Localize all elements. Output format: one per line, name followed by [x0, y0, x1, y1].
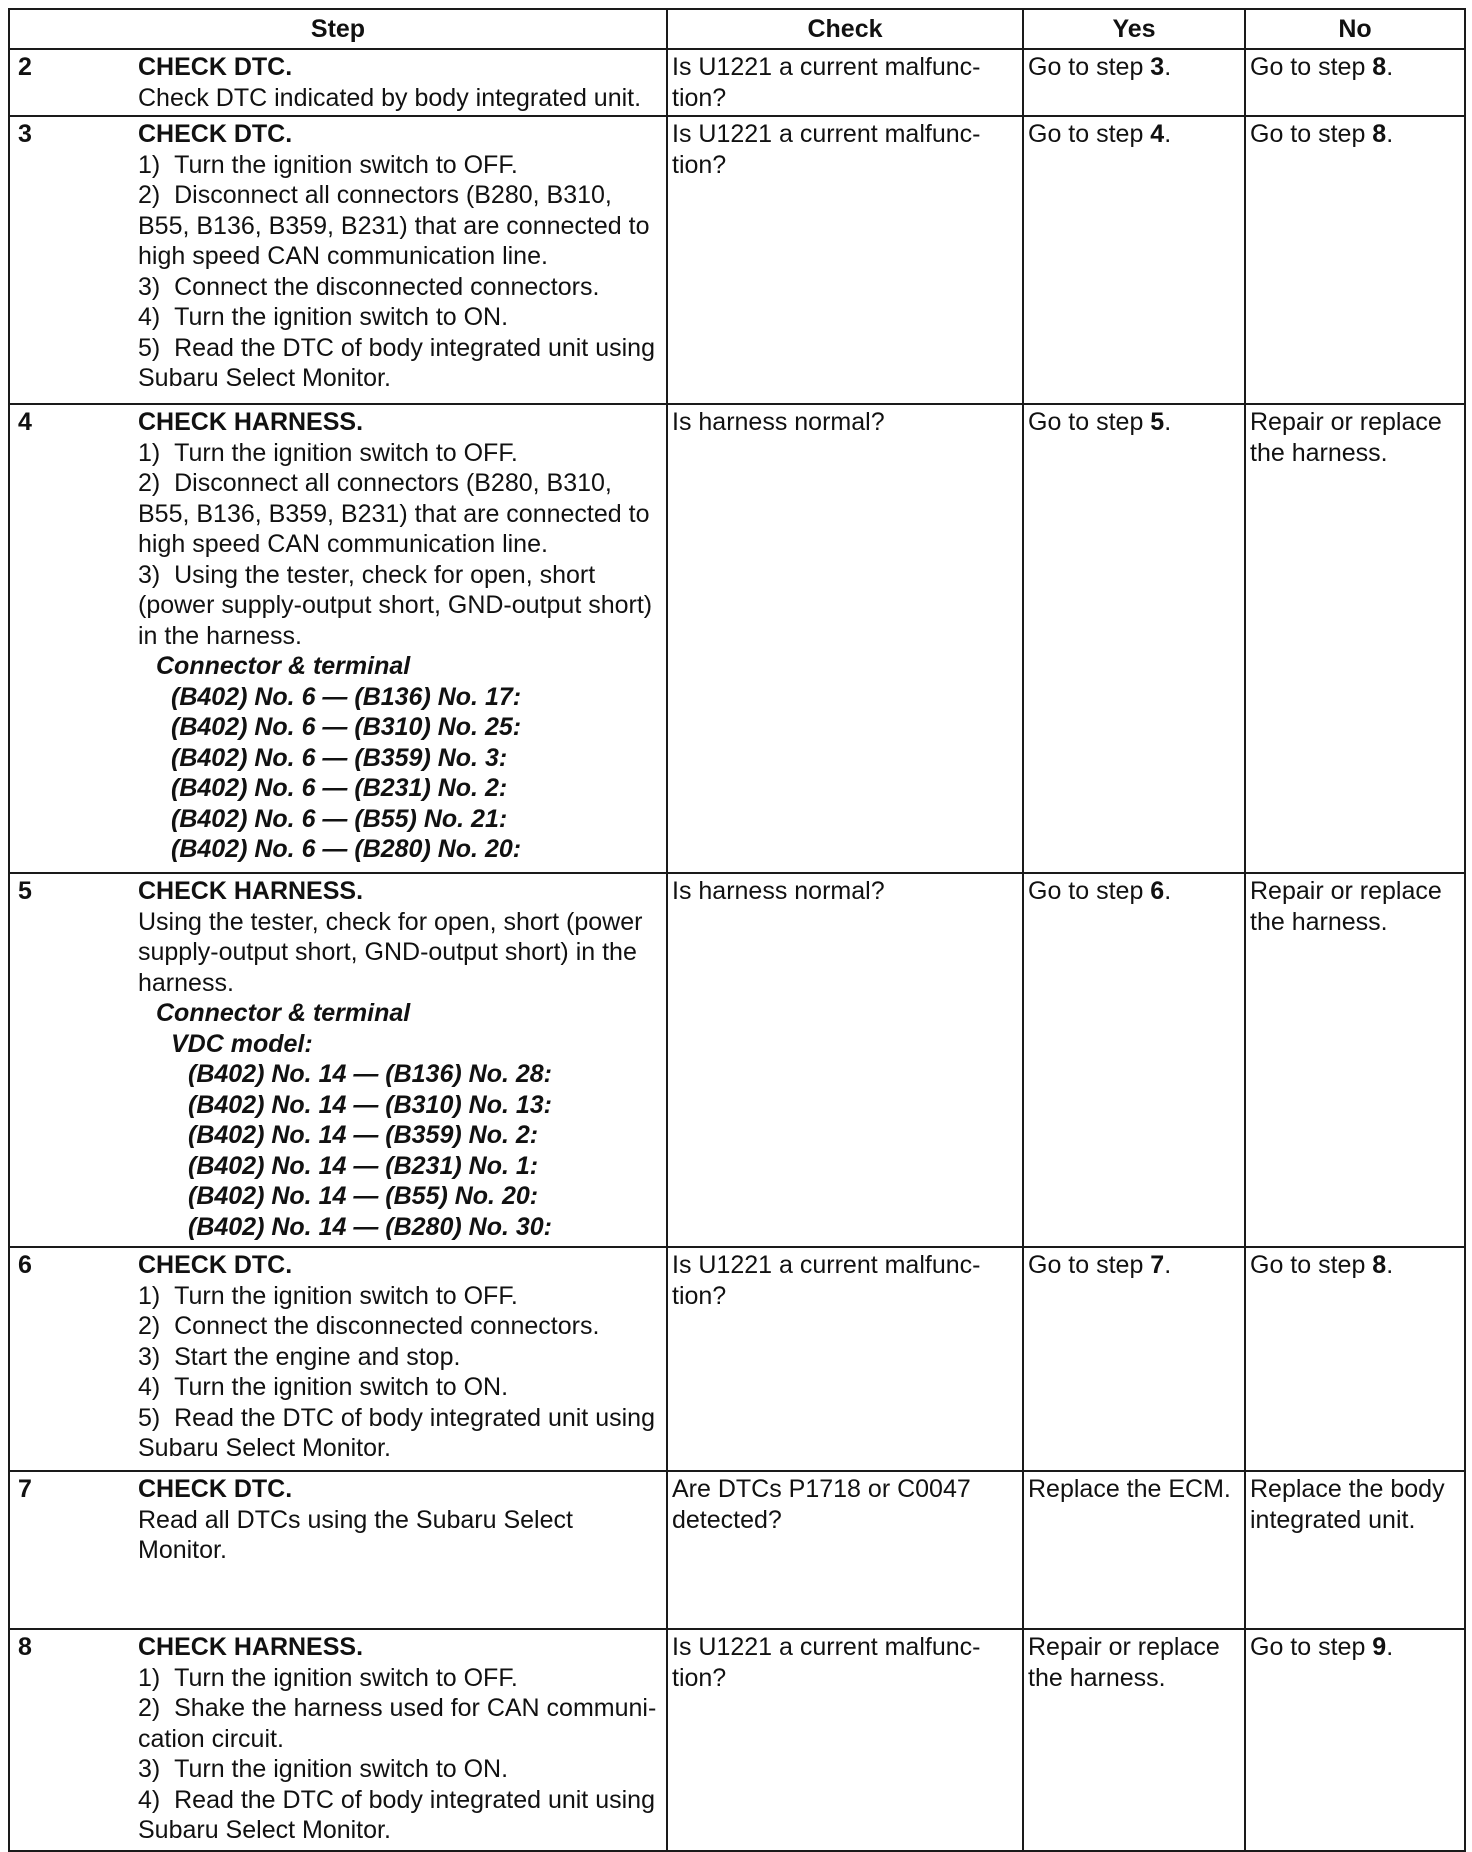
procedure-line: in the harness.: [138, 621, 302, 650]
step-title: CHECK DTC.: [138, 120, 293, 148]
go-to-step-link[interactable]: [1028, 876, 1240, 907]
procedure-line: Subaru Select Monitor.: [138, 364, 391, 392]
ref-suffix: .: [1164, 53, 1172, 81]
step-row: [9, 1629, 1465, 1851]
step-title: CHECK DTC.: [138, 1251, 293, 1279]
yes-cell: [1023, 404, 1245, 873]
step-content: [138, 1474, 662, 1566]
procedure-line: 4) Turn the ignition switch to ON.: [138, 1373, 509, 1401]
go-to-step-link[interactable]: [1250, 119, 1460, 150]
procedure-line: high speed CAN communication line.: [138, 242, 548, 270]
procedure-line: harness.: [138, 968, 234, 997]
step-number-column: [14, 52, 138, 113]
answer-line: Repair or replace: [1028, 1633, 1220, 1661]
diagnostic-table: [8, 8, 1466, 1852]
ref-suffix: .: [1386, 1633, 1394, 1661]
go-to-text: Go to step: [1028, 408, 1151, 436]
yes-cell: [1023, 1471, 1245, 1629]
go-to-step-link[interactable]: [1250, 1632, 1460, 1663]
step-number-column: [14, 1250, 138, 1464]
no-cell: [1245, 49, 1465, 116]
no-cell: [1245, 873, 1465, 1247]
no-cell: [1245, 1247, 1465, 1471]
step-row: [9, 1471, 1465, 1629]
procedure-line: B55, B136, B359, B231) that are connected to: [138, 499, 650, 528]
check-question-line: tion?: [672, 1663, 727, 1692]
check-cell: [667, 1247, 1023, 1471]
step-content: [138, 119, 662, 394]
step-row: [9, 404, 1465, 873]
terminal-spec: (B402) No. 14 — (B55) No. 20:: [188, 1182, 539, 1210]
step-cell: [9, 1247, 667, 1471]
step-content: [138, 52, 662, 113]
go-to-text: Go to step: [1250, 1633, 1373, 1661]
procedure-line: 3) Using the tester, check for open, short: [138, 560, 596, 589]
check-question-line: tion?: [672, 150, 727, 179]
answer-line: Repair or replace: [1250, 877, 1442, 905]
step-cell-inner: [14, 876, 662, 1242]
terminal-spec: (B402) No. 14 — (B136) No. 28:: [188, 1060, 552, 1088]
terminal-spec: (B402) No. 6 — (B55) No. 21:: [171, 804, 508, 833]
step-ref: 5: [1150, 408, 1165, 436]
check-question-line: Is U1221 a current malfunc-: [672, 120, 981, 148]
check-cell: [667, 49, 1023, 116]
step-title: CHECK HARNESS.: [138, 408, 364, 436]
terminal-spec: (B402) No. 6 — (B359) No. 3:: [171, 743, 508, 772]
step-number: 2: [18, 53, 32, 81]
yes-cell: [1023, 49, 1245, 116]
terminal-spec: (B402) No. 6 — (B280) No. 20:: [171, 835, 522, 863]
step-number-column: [14, 407, 138, 865]
go-to-step-link[interactable]: [1250, 52, 1460, 83]
step-content: [138, 876, 662, 1242]
header-step: Step: [9, 9, 667, 49]
check-question-line: Is U1221 a current malfunc-: [672, 53, 981, 81]
step-number: 7: [18, 1475, 32, 1503]
no-cell: [1245, 116, 1465, 404]
connector-terminal-heading: Connector & terminal: [156, 652, 411, 680]
step-number: 8: [18, 1633, 32, 1661]
step-ref: 4: [1150, 120, 1165, 148]
step-number: 4: [18, 408, 32, 436]
terminal-spec: (B402) No. 14 — (B359) No. 2:: [188, 1121, 539, 1149]
go-to-step-link[interactable]: [1028, 52, 1240, 83]
terminal-spec: (B402) No. 14 — (B310) No. 13:: [188, 1090, 552, 1119]
go-to-step-link[interactable]: [1028, 119, 1240, 150]
go-to-step-link[interactable]: [1028, 1250, 1240, 1281]
procedure-line: 4) Read the DTC of body integrated unit using: [138, 1785, 655, 1814]
step-number-column: [14, 119, 138, 394]
step-ref: 6: [1150, 877, 1165, 905]
table-header-row: [9, 9, 1465, 49]
step-row: [9, 873, 1465, 1247]
step-title: CHECK HARNESS.: [138, 1633, 364, 1661]
answer-line: the harness.: [1250, 907, 1388, 936]
yes-cell: [1023, 1247, 1245, 1471]
check-question-line: tion?: [672, 83, 727, 112]
ref-suffix: .: [1164, 120, 1172, 148]
step-cell: [9, 404, 667, 873]
yes-cell: [1023, 873, 1245, 1247]
header-check: Check: [667, 9, 1023, 49]
go-to-text: Go to step: [1028, 1251, 1151, 1279]
check-question-line: Is harness normal?: [672, 877, 885, 905]
step-ref: 9: [1372, 1633, 1387, 1661]
check-question-line: tion?: [672, 1281, 727, 1310]
go-to-text: Go to step: [1028, 877, 1151, 905]
check-question-line: Is harness normal?: [672, 408, 885, 436]
step-number: 5: [18, 877, 32, 905]
step-cell-inner: [14, 1250, 662, 1464]
procedure-line: (power supply-output short, GND-output short): [138, 591, 653, 619]
step-ref: 8: [1372, 1251, 1387, 1279]
step-number-column: [14, 1632, 138, 1846]
check-question-line: Are DTCs P1718 or C0047: [672, 1475, 971, 1503]
step-ref: 7: [1150, 1251, 1165, 1279]
procedure-line: B55, B136, B359, B231) that are connected to: [138, 211, 650, 240]
step-cell: [9, 1629, 667, 1851]
procedure-line: Read all DTCs using the Subaru Select Monitor.: [138, 1505, 573, 1564]
procedure-line: 2) Disconnect all connectors (B280, B310,: [138, 469, 612, 497]
diagnostic-procedure-page: [8, 8, 1464, 1844]
no-cell: [1245, 1471, 1465, 1629]
procedure-line: 1) Turn the ignition switch to OFF.: [138, 1663, 518, 1692]
check-question-line: Is U1221 a current malfunc-: [672, 1633, 981, 1661]
step-cell-inner: [14, 52, 662, 113]
procedure-line: Subaru Select Monitor.: [138, 1434, 391, 1462]
step-row: [9, 49, 1465, 116]
procedure-line: 2) Shake the harness used for CAN communi-: [138, 1694, 657, 1722]
procedure-line: cation circuit.: [138, 1724, 284, 1753]
terminal-spec: (B402) No. 6 — (B310) No. 25:: [171, 713, 522, 741]
step-title: CHECK HARNESS.: [138, 877, 364, 905]
terminal-spec: (B402) No. 14 — (B280) No. 30:: [188, 1212, 552, 1241]
no-cell: [1245, 404, 1465, 873]
procedure-line: 1) Turn the ignition switch to OFF.: [138, 1281, 518, 1310]
ref-suffix: .: [1164, 408, 1172, 436]
check-question-line: Is U1221 a current malfunc-: [672, 1251, 981, 1279]
procedure-line: 3) Start the engine and stop.: [138, 1342, 461, 1371]
procedure-line: 3) Turn the ignition switch to ON.: [138, 1755, 509, 1783]
ref-suffix: .: [1164, 877, 1172, 905]
procedure-line: 1) Turn the ignition switch to OFF.: [138, 150, 518, 179]
step-cell: [9, 873, 667, 1247]
procedure-line: 3) Connect the disconnected connectors.: [138, 272, 600, 301]
step-content: [138, 407, 662, 865]
go-to-text: Go to step: [1250, 120, 1373, 148]
step-ref: 8: [1372, 53, 1387, 81]
procedure-line: 4) Turn the ignition switch to ON.: [138, 303, 509, 331]
terminal-spec: (B402) No. 6 — (B136) No. 17:: [171, 682, 522, 711]
procedure-line: 1) Turn the ignition switch to OFF.: [138, 438, 518, 467]
go-to-text: Go to step: [1028, 120, 1151, 148]
connector-terminal-heading: Connector & terminal: [156, 999, 411, 1027]
terminal-spec: (B402) No. 6 — (B231) No. 2:: [171, 774, 508, 802]
step-number: 3: [18, 120, 32, 148]
no-cell: [1245, 1629, 1465, 1851]
model-heading: VDC model:: [171, 1029, 313, 1058]
procedure-line: supply-output short, GND-output short) in the: [138, 938, 637, 966]
ref-suffix: .: [1386, 120, 1394, 148]
check-cell: [667, 873, 1023, 1247]
answer-line: Repair or replace: [1250, 408, 1442, 436]
go-to-text: Go to step: [1250, 1251, 1373, 1279]
ref-suffix: .: [1386, 1251, 1394, 1279]
procedure-line: Using the tester, check for open, short (power: [138, 907, 643, 936]
step-ref: 8: [1372, 120, 1387, 148]
procedure-line: high speed CAN communication line.: [138, 530, 548, 558]
step-ref: 3: [1150, 53, 1165, 81]
go-to-step-link[interactable]: [1250, 1250, 1460, 1281]
step-number: 6: [18, 1251, 32, 1279]
step-cell-inner: [14, 119, 662, 394]
step-row: [9, 1247, 1465, 1471]
step-cell-inner: [14, 1632, 662, 1846]
procedure-line: Subaru Select Monitor.: [138, 1816, 391, 1844]
go-to-text: Go to step: [1028, 53, 1151, 81]
answer-line: Replace the ECM.: [1028, 1475, 1231, 1503]
answer-line: the harness.: [1028, 1663, 1166, 1692]
step-number-column: [14, 876, 138, 1242]
header-no: No: [1245, 9, 1465, 49]
step-title: CHECK DTC.: [138, 53, 293, 81]
step-title: CHECK DTC.: [138, 1475, 293, 1503]
header-yes: Yes: [1023, 9, 1245, 49]
check-cell: [667, 116, 1023, 404]
answer-line: Replace the body: [1250, 1475, 1445, 1503]
ref-suffix: .: [1386, 53, 1394, 81]
answer-line: integrated unit.: [1250, 1505, 1416, 1534]
check-cell: [667, 404, 1023, 873]
procedure-line: 2) Connect the disconnected connectors.: [138, 1312, 600, 1340]
go-to-step-link[interactable]: [1028, 407, 1240, 438]
answer-line: the harness.: [1250, 438, 1388, 467]
check-question-line: detected?: [672, 1505, 782, 1534]
yes-cell: [1023, 116, 1245, 404]
step-cell-inner: [14, 1474, 662, 1566]
terminal-spec: (B402) No. 14 — (B231) No. 1:: [188, 1151, 539, 1180]
step-number-column: [14, 1474, 138, 1566]
procedure-line: Check DTC indicated by body integrated unit.: [138, 83, 642, 112]
step-content: [138, 1632, 662, 1846]
step-cell: [9, 1471, 667, 1629]
ref-suffix: .: [1164, 1251, 1172, 1279]
yes-cell: [1023, 1629, 1245, 1851]
go-to-text: Go to step: [1250, 53, 1373, 81]
step-cell: [9, 49, 667, 116]
procedure-line: 5) Read the DTC of body integrated unit using: [138, 1403, 655, 1432]
procedure-line: 5) Read the DTC of body integrated unit using: [138, 333, 655, 362]
check-cell: [667, 1471, 1023, 1629]
step-row: [9, 116, 1465, 404]
step-cell: [9, 116, 667, 404]
step-cell-inner: [14, 407, 662, 865]
procedure-line: 2) Disconnect all connectors (B280, B310,: [138, 181, 612, 209]
step-content: [138, 1250, 662, 1464]
check-cell: [667, 1629, 1023, 1851]
